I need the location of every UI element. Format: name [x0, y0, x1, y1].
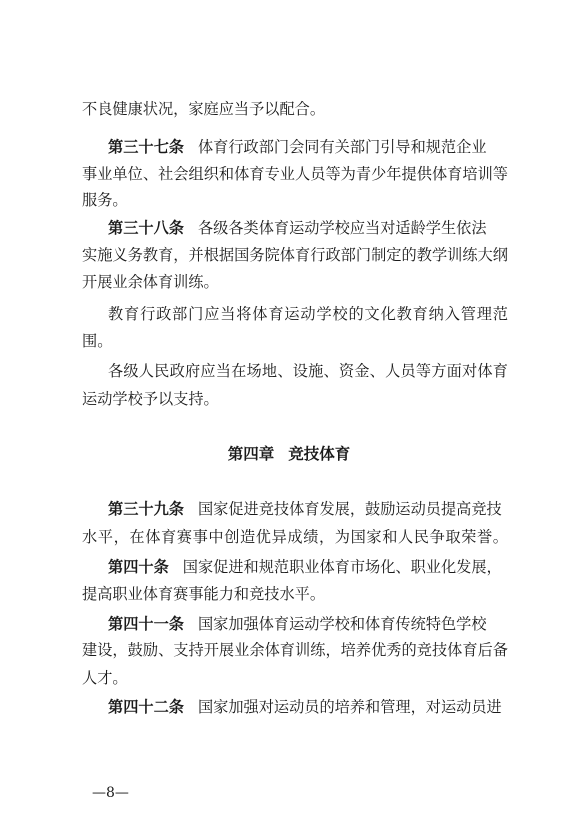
article-text: 国家加强体育运动学校和体育传统特色学校 [197, 615, 487, 633]
text-line: 不良健康状况，家庭应当予以配合。 [82, 100, 325, 118]
text-line: 各级人民政府应当在场地、设施、资金、人员等方面对体育 [108, 362, 509, 380]
text-line: 运动学校予以支持。 [82, 390, 219, 408]
article-41 [108, 614, 508, 634]
article-label: 第四十二条 [108, 698, 184, 716]
text-line: 开展业余体育训练。 [82, 273, 219, 291]
text-line: 事业单位、社会组织和体育专业人员等为青少年提供体育培训等 [82, 165, 509, 183]
article-38 [108, 218, 508, 238]
chapter-heading [0, 444, 578, 464]
article-label: 第四十一条 [108, 615, 184, 633]
text-line: 教育行政部门应当将体育运动学校的文化教育纳入管理范 [108, 305, 509, 323]
article-text: 国家促进和规范职业体育市场化、职业化发展， [182, 558, 502, 576]
article-label: 第三十八条 [108, 219, 184, 237]
text-line: 人才。 [82, 669, 128, 687]
text-line: 建设，鼓励、支持开展业余体育训练，培养优秀的竞技体育后备 [82, 641, 509, 659]
page-number: —8— [92, 785, 129, 801]
article-label: 第四十条 [108, 558, 169, 576]
article-text: 体育行政部门会同有关部门引导和规范企业 [197, 138, 487, 156]
article-text: 国家加强对运动员的培养和管理，对运动员进 [197, 698, 502, 716]
chapter-title: 竞技体育 [288, 445, 351, 463]
text-line: 提高职业体育赛事能力和竞技水平。 [82, 585, 325, 603]
article-37 [108, 137, 508, 157]
article-42 [108, 697, 508, 717]
text-line: 服务。 [82, 191, 128, 209]
article-39 [108, 499, 508, 519]
text-line: 围。 [82, 332, 113, 350]
article-text: 国家促进竞技体育发展，鼓励运动员提高竞技 [197, 500, 502, 518]
article-label: 第三十九条 [108, 500, 184, 518]
article-label: 第三十七条 [108, 138, 184, 156]
chapter-number: 第四章 [227, 445, 275, 463]
article-text: 各级各类体育运动学校应当对适龄学生依法 [197, 219, 487, 237]
text-line: 水平，在体育赛事中创造优异成绩，为国家和人民争取荣誉。 [82, 528, 509, 546]
text-line: 实施义务教育，并根据国务院体育行政部门制定的教学训练大纲 [82, 246, 509, 264]
article-40 [108, 557, 508, 577]
